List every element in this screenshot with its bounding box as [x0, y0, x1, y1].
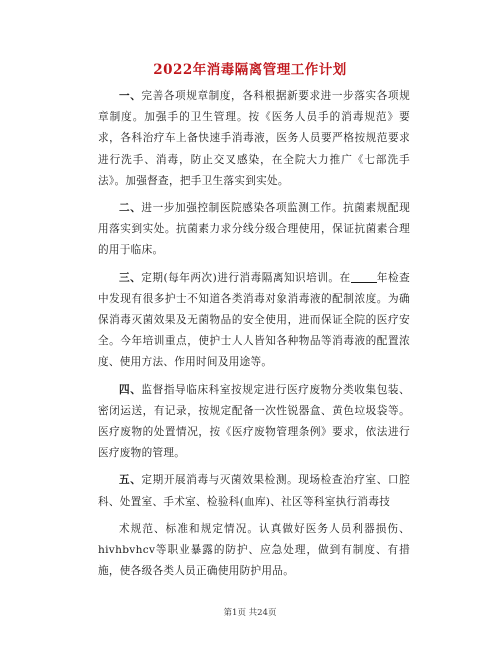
page-number-footer: 第1页 共24页: [223, 608, 277, 618]
paragraph-5: [98, 470, 410, 512]
paragraph-2-number: 二、: [119, 202, 142, 215]
paragraph-3: [98, 268, 410, 374]
paragraph-1-text: 完善各项规章制度，各科根据新要求进一步落实各项规章制度。加强手的卫生管理。按《医务人员手的消毒规范》要求，各科治疗车上备快速手消毒液，医务人员要严格按规范要求进行洗手、消毒，防止交叉感染，在全院大力推广《七部洗手法》。加强督查，把手卫生落实到实处。: [98, 90, 410, 187]
paragraph-4: [98, 380, 410, 465]
paragraph-6: [98, 519, 410, 583]
paragraph-6-text: 术规范、标准和规定情况。认真做好医务人员利器损伤、hivhbvhcv等职业暴露的防护、应急处理，做到有制度、有措施，使各级各类人员正确使用防护用品。: [98, 522, 410, 578]
paragraph-2: [98, 198, 410, 262]
document-title: 2022年消毒隔离管理工作计划: [153, 62, 347, 78]
paragraph-4-text: 监督指导临床科室按规定进行医疗废物分类收集包装、密闭运送，有记录，按规定配备一次性锐器盒、黄色垃圾袋等。医疗废物的处置情况，按《医疗废物管理条例》要求，依法进行医疗废物的管理。: [98, 383, 410, 460]
paragraph-3-text-before-blank: 定期(每年两次)进行消毒隔离知识培训。在: [141, 271, 351, 284]
paragraph-5-text: 定期开展消毒与灭菌效果检测。现场检查治疗室、口腔科、处置室、手术室、检验科(血库)、社区等科室执行消毒技: [98, 474, 410, 508]
year-blank-line: [351, 270, 377, 283]
document-body: [98, 86, 410, 588]
paragraph-3-number: 三、: [119, 271, 142, 284]
paragraph-4-number: 四、: [119, 383, 142, 396]
paragraph-1-number: 一、: [119, 90, 142, 102]
paragraph-2-text: 进一步加强控制医院感染各项监测工作。抗菌素规配现用落实到实处。抗菌素力求分线分级合理使用，保证抗菌素合理的用于临床。: [98, 202, 410, 257]
paragraph-1: [98, 86, 410, 192]
paragraph-3-text-after-blank: 年检查中发现有很多护士不知道各类消毒对象消毒液的配制浓度。为确保消毒灭菌效果及无菌物品的安全使用，进而保证全院的医疗安全。今年培训重点，使护士人人皆知各种物品等消毒液的配置浓度、使用方法、作用时间及用途等。: [98, 271, 410, 369]
paragraph-5-number: 五、: [119, 474, 142, 487]
